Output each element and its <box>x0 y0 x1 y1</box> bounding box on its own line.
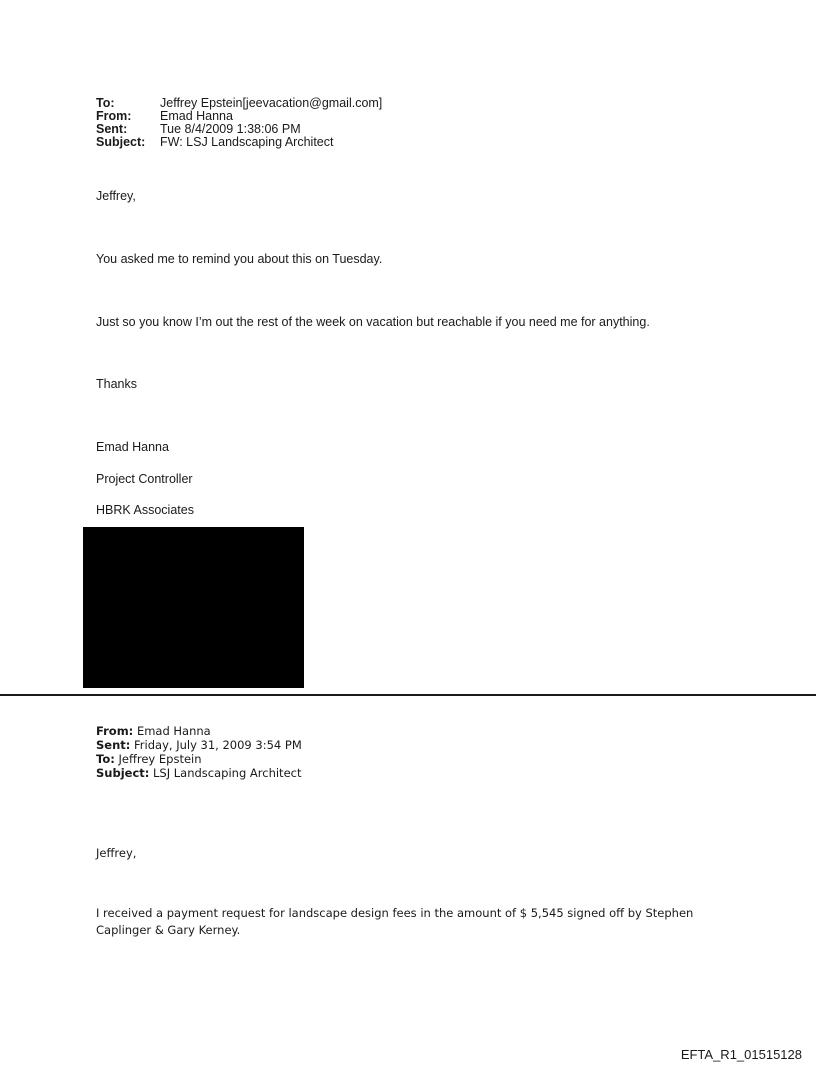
fwd-subject-row <box>96 766 302 780</box>
fwd-from-value: Emad Hanna <box>136 724 211 738</box>
fwd-to-row <box>96 752 302 766</box>
fwd-subject-label: Subject: <box>96 766 150 780</box>
to-value: Jeffrey Epstein[jeevacation@gmail.com] <box>160 96 383 110</box>
body-line-vacation: Just so you know I’m out the rest of the week on vacation but reachable if you need me for anything. <box>96 315 650 329</box>
subject-value: FW: LSJ Landscaping Architect <box>160 135 334 149</box>
fwd-sent-label: Sent: <box>96 738 131 752</box>
document-id: EFTA_R1_01515128 <box>680 1047 802 1062</box>
signature-title: Project Controller <box>96 472 193 486</box>
subject-row <box>96 136 382 149</box>
fwd-from-row <box>96 724 302 738</box>
divider <box>0 694 816 696</box>
fwd-subject-value: LSJ Landscaping Architect <box>153 766 302 780</box>
fwd-to-value: Jeffrey Epstein <box>118 752 202 766</box>
from-label: From: <box>96 109 132 123</box>
from-value: Emad Hanna <box>160 109 233 123</box>
fwd-greeting: Jeffrey, <box>96 846 137 860</box>
forwarded-header <box>96 724 302 780</box>
body-thanks: Thanks <box>96 377 137 391</box>
to-label: To: <box>96 96 115 110</box>
fwd-to-label: To: <box>96 752 115 766</box>
subject-label: Subject: <box>96 135 146 149</box>
greeting: Jeffrey, <box>96 189 136 203</box>
signature-company: HBRK Associates <box>96 503 194 517</box>
body-line-reminder: You asked me to remind you about this on Tuesday. <box>96 252 383 266</box>
fwd-message: I received a payment request for landscape design fees in the amount of $ 5,545 signed off by Stephen Caplinger & Gary Kerney. <box>96 906 694 937</box>
sent-value: Tue 8/4/2009 1:38:06 PM <box>160 122 301 136</box>
email-header <box>96 97 382 149</box>
fwd-sent-value: Friday, July 31, 2009 3:54 PM <box>134 738 302 752</box>
redaction-block <box>83 527 304 688</box>
fwd-sent-row <box>96 738 302 752</box>
fwd-from-label: From: <box>96 724 134 738</box>
to-row <box>96 97 382 110</box>
signature-name: Emad Hanna <box>96 440 169 454</box>
sent-label: Sent: <box>96 122 128 136</box>
